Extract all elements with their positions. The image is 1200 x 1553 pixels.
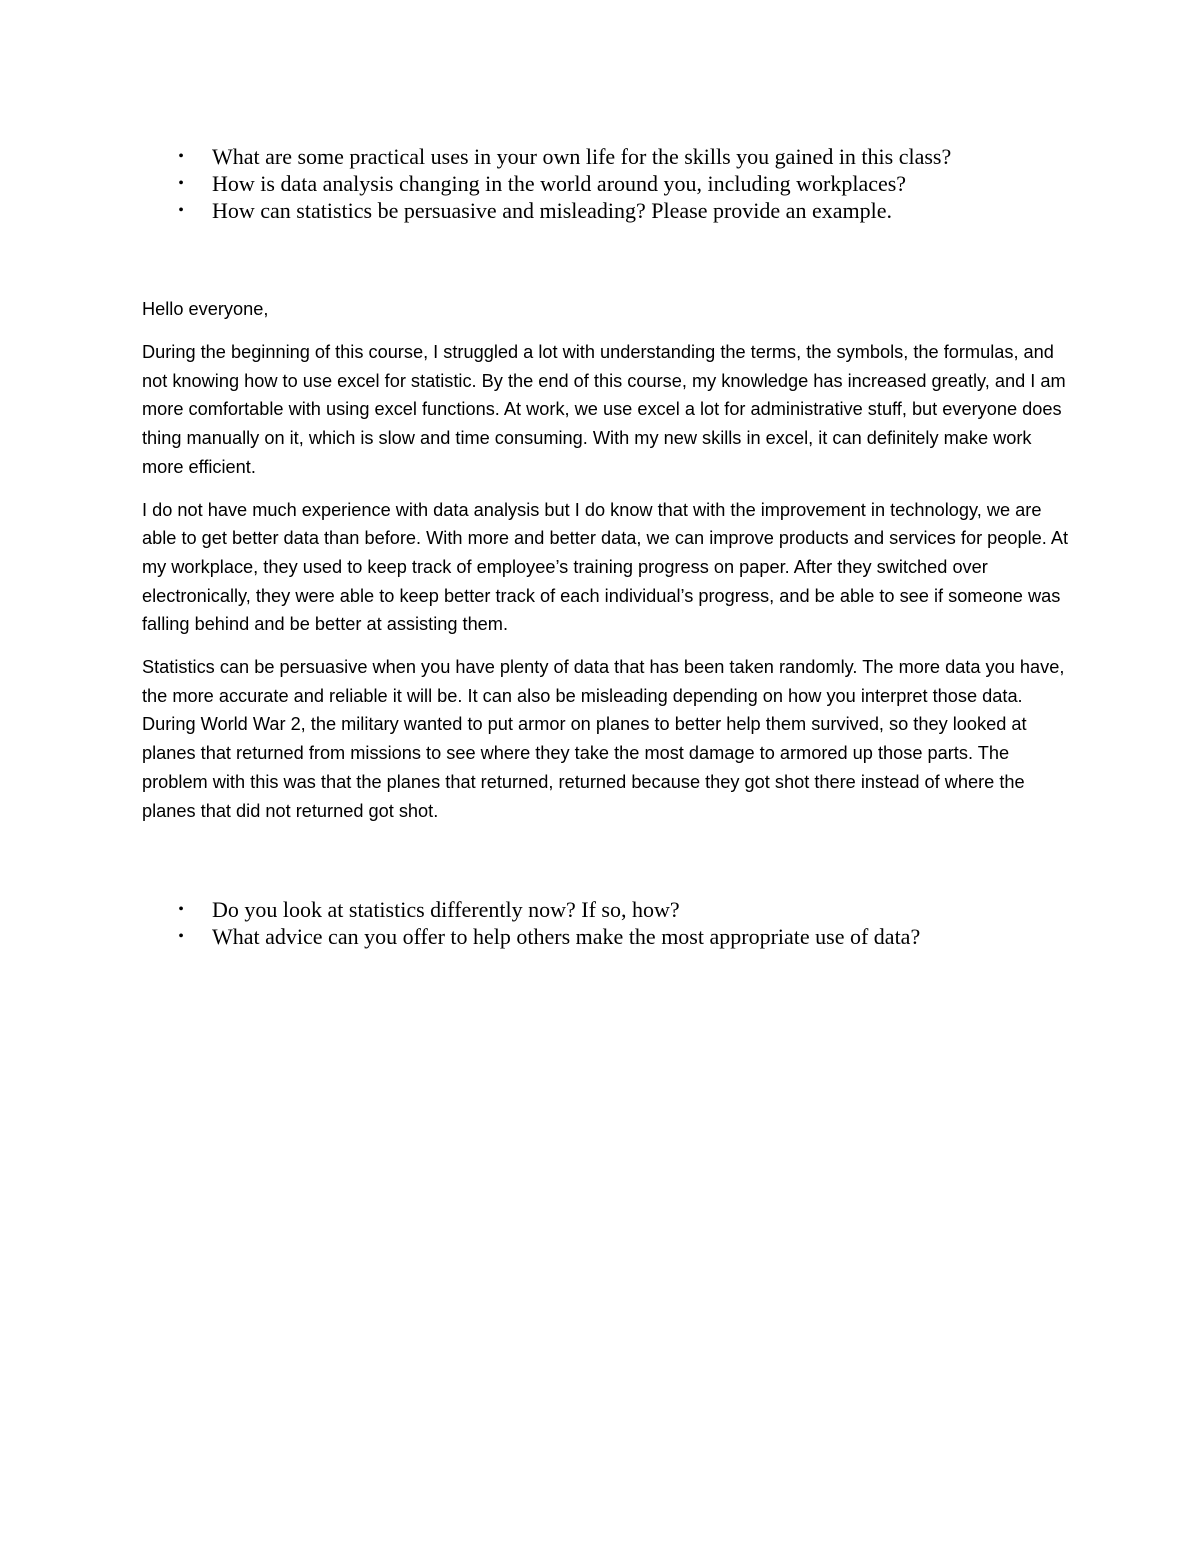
- greeting: Hello everyone,: [142, 299, 269, 319]
- bullet-icon: •: [178, 202, 184, 219]
- paragraph: Statistics can be persuasive when you have plenty of data that has been taken randomly. The more data you have, the more accurate and reliable it will be. It can also be misleading depending on how you interpret those data. During World War 2, the military wanted to put armor on planes to better help them survived, so they looked at planes that returned from missions to see where they take the most damage to armored up those parts. The problem with this was that the planes that returned, returned because they got shot there instead of where the planes that did not returned got shot.: [142, 657, 1065, 821]
- question-text: What are some practical uses in your own life for the skills you gained in this class?: [212, 144, 952, 169]
- greeting-block: [142, 295, 1072, 338]
- bullet-icon: •: [178, 175, 184, 192]
- top-question-list: [172, 143, 951, 224]
- question-text: How can statistics be persuasive and misleading? Please provide an example.: [212, 198, 892, 223]
- question-text: What advice can you offer to help others make the most appropriate use of data?: [212, 924, 921, 949]
- bullet-icon: •: [178, 148, 184, 165]
- paragraph: I do not have much experience with data analysis but I do know that with the improvement in technology, we are able to get better data than before. With more and better data, we can improve products and services for people. At my workplace, they used to keep track of employee’s training progress on paper. After they switched over electronically, they were able to keep better track of each individual’s progress, and be able to see if someone was falling behind and be better at assisting them.: [142, 499, 1069, 635]
- question-item: [172, 896, 920, 923]
- bottom-question-list: [172, 896, 920, 950]
- question-item: [172, 170, 951, 197]
- question-item: [172, 923, 920, 950]
- question-text: Do you look at statistics differently now? If so, how?: [212, 897, 680, 922]
- bullet-icon: •: [178, 901, 184, 918]
- paragraph: During the beginning of this course, I struggled a lot with understanding the terms, the symbols, the formulas, and not knowing how to use excel for statistic. By the end of this course, my knowledge has increased greatly, and I am more comfortable with using excel functions. At work, we use excel a lot for administrative stuff, but everyone does thing manually on it, which is slow and time consuming. With my new skills in excel, it can definitely make work more efficient.: [142, 342, 1066, 477]
- question-item: [172, 197, 951, 224]
- bullet-icon: •: [178, 928, 184, 945]
- question-item: [172, 143, 951, 170]
- response-body: [142, 338, 1072, 839]
- question-text: How is data analysis changing in the world around you, including workplaces?: [212, 171, 907, 196]
